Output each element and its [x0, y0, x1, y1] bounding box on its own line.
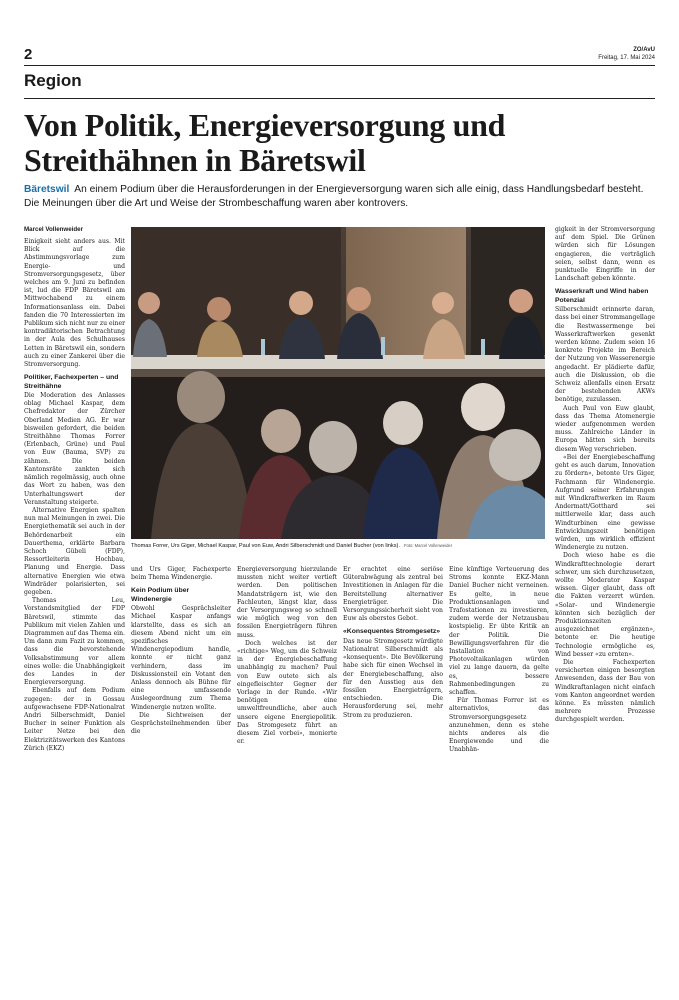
- body-paragraph: Das neue Stromgesetz würdigte Nationalrat Silberschmidt als «konsequent». Die Bevölkerung habe sich für einen Wechsel in der Energiebeschaffung, also für den Ausstieg aus den fossilen Energieträgern, entschieden. Die Herausforderung sei, mehr Strom zu produzieren.: [343, 637, 443, 719]
- body-paragraph: Er erachtet eine seriöse Güterabwägung als zentral bei Investitionen in Anlagen für die Bereitstellung alternativer Energieträger. Die Versorgungssicherheit sieht von Euw als oberstes Gebot.: [343, 566, 443, 623]
- masthead: [598, 46, 655, 62]
- caption-text: Thomas Forrer, Urs Giger, Michael Kaspar, Paul von Euw, Andri Silberschmidt und Daniel Bucher (von links).: [131, 543, 400, 549]
- author-byline: Marcel Vollenweider: [24, 226, 84, 233]
- lead-paragraph: [24, 183, 644, 210]
- body-paragraph: Ebenfalls auf dem Podium zugegen: der in Gossau aufgewachsene FDP-Nationalrat Andri Silberschmidt, Daniel Bucher in seiner Funktion als Leiter Netze bei den Elektrizitätswerken des Kantons Zürich (EKZ): [24, 687, 125, 752]
- issue-date: Freitag, 17. Mai 2024: [598, 55, 655, 61]
- podium-photo-illustration: [131, 227, 545, 539]
- body-paragraph: Eine künftige Verteuerung des Stroms konnte EKZ-Mann Daniel Bucher nicht verneinen. Es gelte, in neue Produktionsanlagen und Trafostationen zu investieren, zudem werde der Netzausbau kostspielig. Er übte Kritik an der Politik. Die Bewilligungsverfahren für die Installation von Photovoltaikanlagen würden viel zu lange dauern, da gelte es, bessere Rahmenbedingungen zu schaffen.: [449, 566, 549, 697]
- text-column-5: [449, 566, 549, 755]
- section-title: Region: [24, 71, 82, 90]
- text-column-6: [555, 226, 655, 725]
- podium-photo: [131, 227, 545, 539]
- body-paragraph: Doch welches ist der «richtige» Weg, um die Schweiz in der Energiebeschaffung unabhängig zu machen? Paul von Euw outete sich als eingefleischter Gegner der Vorlage in der Runde. «Wir benötigen eine umweltfreundliche, aber auch unsere eigene Energiepolitik. Das Stromgesetz führt an diesem Ziel vorbei», monierte er.: [237, 639, 337, 746]
- body-paragraph: Auch Paul von Euw glaubt, dass das Thema Atomenergie wieder aufgenommen werden muss. Zahlreiche Länder in Europa hätten sich bereits diesem Weg verschrieben.: [555, 404, 655, 453]
- body-paragraph: Die Moderation des Anlasses oblag Michael Kaspar, dem Chefredaktor der Zürcher Oberland Medien AG. Er war bisweilen gefordert, die beiden Streithähne Thomas Forrer (Erlenbach, Grüne) und Paul von Euw (Bauma, SVP) zu zähmen. Die beiden Kantonsräte zankten sich nämlich regelmässig, auch ohne das Wort zu haben, was den Unterhaltungswert der Veranstaltung steigerte.: [24, 392, 125, 506]
- dateline: Bäretswil: [24, 184, 70, 195]
- headline-line-1: Von Politik, Energieversorgung und: [24, 107, 506, 143]
- photo-credit: Foto: Marcel Vollenweider: [403, 543, 453, 548]
- photo-caption: [131, 542, 551, 550]
- page-number: 2: [24, 46, 33, 63]
- section-rule: [24, 98, 655, 99]
- text-column-3: [237, 566, 337, 746]
- text-column-2: [131, 566, 231, 736]
- body-paragraph: Alternative Energien spalten nun mal Meinungen in zwei. Die Energiethematik sei auch in der Behördenarbeit ein Dauerthema, erklärte Barbara Schoch Gübeli (FDP), Ressortleiterin Hochbau, Planung und Energie. Dass alternative Energien wie etwa Windräder polarisierten, sei gegeben.: [24, 506, 125, 596]
- body-paragraph: gigkeit in der Stromversorgung auf dem Spiel. Die Grünen würden sich für Lösungen engagieren, die verträglich seien, selbst dann, wenn es punktuelle Eingriffe in der Landschaft geben könnte.: [555, 226, 655, 283]
- text-column-1: [24, 238, 125, 753]
- subheading: Politiker, Fachexperten – und Streithähne: [24, 374, 119, 390]
- subheading: «Konsequentes Stromgesetz»: [343, 628, 441, 636]
- body-paragraph: Silberschmidt erinnerte daran, dass bei einer Strommangellage die Restwassermenge bei Wasserkraftwerken gesenkt werden könne. Zudem seien 16 konkrete Projekte im Bereich der Nutzung von Wasserenergie angedacht. Er plädierte dafür, auch die Diskussion, ob die Schweiz allenfalls einen Ersatz der bestehenden AKWs benötige, zuzulassen.: [555, 306, 655, 404]
- body-paragraph: Die Fachexperten versicherten einigen besorgten Anwesenden, dass der Bau von Windkraftanlagen nicht einfach vom Kanton angeordnet werden könne. Es müssten nämlich mehrere Prozesse durchgespielt werden.: [555, 658, 655, 724]
- body-paragraph: Doch wieso habe es die Windkrafttechnologie derart schwer, um sich durchzusetzen, wollte Moderator Kaspar wissen. Giger glaubt, dass oft die Fakten verzerrt würden. «Solar- und Windenergie könnten sich bezüglich der Produktionszeiten ausgezeichnet ergänzen», betonte er. Die heutige Technologie ermögliche es, Wind besser «zu ernten».: [555, 552, 655, 658]
- text-column-4: [343, 566, 443, 720]
- top-rule: [24, 65, 655, 66]
- publication-name: ZO/AvU: [633, 47, 655, 53]
- headline-line-2: Streithähnen in Bäretswil: [24, 142, 366, 178]
- body-paragraph: Energieversorgung hierzulande mussten nicht weiter vertieft werden. Den politischen Mandatsträgern ist, wie den Fachleuten, längst klar, dass der Versorgungsweg so schnell wie möglich weg von den fossilen Energieträgern führen muss.: [237, 566, 337, 639]
- body-paragraph: und Urs Giger, Fachexperte beim Thema Windenergie.: [131, 566, 231, 582]
- body-paragraph: «Bei der Energiebeschaffung geht es auch darum, Innovation zu fördern», betonte Urs Giger, Fachmann für Windenergie. Aufgrund seiner Erfahrungen mit Windkraftwerken im Raum Andermatt/Gotthard sei mittlerweile klar, dass auch Windturbinen eine gewisse Entwicklungszeit benötigen würden, um wirklich effizient Windenergie zu nutzen.: [555, 453, 655, 552]
- lead-text: An einem Podium über die Herausforderungen in der Energieversorgung waren sich alle einig, dass Handlungsbedarf besteht. Die Meinungen über die Art und Weise der Strombeschaffung waren aber kontrovers.: [24, 184, 644, 209]
- body-paragraph: Die Sichtweisen der Gesprächsteilnehmenden über die: [131, 711, 231, 736]
- body-paragraph: Thomas Leu, Vorstandsmitglied der FDP Bäretswil, stimmte das Publikum mit vielen Zahlen und Diagrammen auf das Thema ein. Um dann zum Fazit zu kommen, dass die bevorstehende Volksabstimmung vor allem eines wolle: die Unabhängigkeit des Landes in der Energieversorgung.: [24, 597, 125, 687]
- body-paragraph: Einigkeit sieht anders aus. Mit Blick auf die Abstimmungsvorlage zum Energie- und Stromversorgungsgesetz, über welches am 9. Juni zu befinden ist, lud die FDP Bäretswil am Mittwochabend zu einem Informationsanlass ein. Dabei fanden die 70 Interessierten im Publikum sich nicht nur zu einer kontradiktorischen Betrachtung in der Aula des Schulhauses Letten in Bäretswil ein, sondern auch zu einer Zankerei über die Stromversorgung.: [24, 238, 125, 369]
- subheading: Kein Podium über Windenergie: [131, 587, 190, 603]
- body-paragraph: Für Thomas Forrer ist es alternativlos, das Stromversorgungsgesetz anzunehmen, denn es stehe nichts anderes als die Energiewende und die Unabhän-: [449, 697, 549, 754]
- subheading: Wasserkraft und Wind haben Potenzial: [555, 288, 649, 304]
- body-paragraph: Obwohl Gesprächsleiter Michael Kaspar anfangs klarstellte, dass es sich an diesem Abend nicht um ein spezifisches Windenergiepodium handle, konnte er nicht ganz verhindern, dass im Diskussionsteil ein Votant den Anlass dennoch als Bühne für eine umfassende Auslegeordnung zum Thema Windenergie nutzen wollte.: [131, 605, 231, 711]
- headline: [24, 108, 654, 178]
